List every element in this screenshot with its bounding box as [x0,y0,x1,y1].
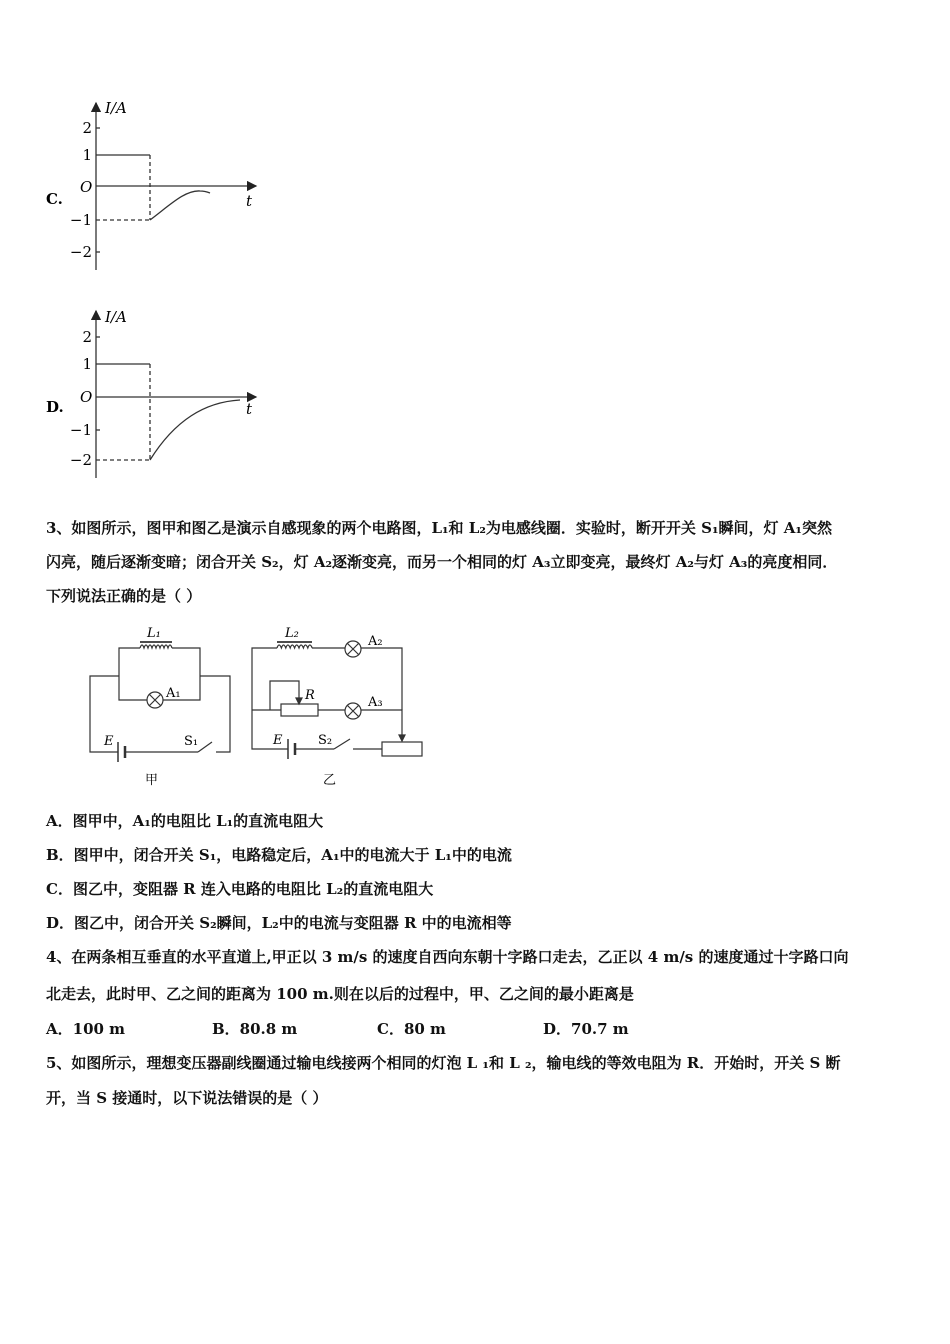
q3-option-b: B．图甲中，闭合开关 S₁，电路稳定后，A₁中的电流大于 L₁中的电流 [46,846,512,864]
graph-d-tick: −2 [69,451,92,469]
graph-d-origin: O [80,388,93,406]
graph-d-ylabel: I/A [105,308,127,326]
label-e1: E [104,734,114,749]
graph-c-tick: 1 [82,146,92,164]
q3-option-d: D．图乙中，闭合开关 S₂瞬间，L₂中的电流与变阻器 R 中的电流相等 [46,914,512,932]
label-jia: 甲 [145,773,159,788]
q4-option-a: A．100 m [46,1020,126,1038]
label-l2: L₂ [285,626,299,641]
q3-text-line: 下列说法正确的是（ ） [46,587,202,605]
q3-text-line: 闪亮，随后逐渐变暗；闭合开关 S₂，灯 A₂逐渐变亮，而另一个相同的灯 A₃立即变亮，最终灯 A₂与灯 A₃的亮度相同． [46,553,838,571]
q5-text-line: 开，当 S 接通时，以下说法错误的是（ ） [46,1089,328,1107]
label-a2: A₂ [368,634,383,649]
graph-d-tick: −1 [69,421,92,439]
label-r: R [305,688,315,703]
graph-c-ylabel: I/A [105,99,127,117]
q3-option-a: A．图甲中，A₁的电阻比 L₁的直流电阻大 [46,812,324,830]
graph-d [96,311,256,478]
label-a1: A₁ [166,686,181,701]
option-d-label: D. [46,398,64,416]
q4-option-d: D．70.7 m [543,1020,629,1038]
q4-option-b: B．80.8 m [212,1020,298,1038]
graph-d-xlabel: t [246,400,253,418]
label-e2: E [273,733,283,748]
graph-d-tick: 1 [82,355,92,373]
graph-c-tick: 2 [82,119,92,137]
label-yi: 乙 [323,773,337,788]
graph-c-xlabel: t [246,192,253,210]
q4-text-line: 4、在两条相互垂直的水平直道上,甲正以 3 m/s 的速度自西向东朝十字路口走去，乙正以 4 m/s 的速度通过十字路口向 [46,948,849,966]
label-a3: A₃ [368,695,383,710]
q4-text-line: 北走去，此时甲、乙之间的距离为 100 m.则在以后的过程中，甲、乙之间的最小距离是 [46,985,634,1003]
q4-option-c: C．80 m [377,1020,446,1038]
q3-text-line: 3、如图所示，图甲和图乙是演示自感现象的两个电路图，L₁和 L₂为电感线圈．实验时，断开开关 S₁瞬间，灯 A₁突然 [46,519,832,537]
label-s2: S₂ [318,733,333,748]
q3-option-c: C．图乙中，变阻器 R 连入电路的电阻比 L₂的直流电阻大 [46,880,434,898]
option-c-label: C. [46,190,63,208]
graph-c [96,103,256,270]
graph-c-tick: −1 [69,211,92,229]
graph-c-tick: −2 [69,243,92,261]
label-s1: S₁ [184,734,199,749]
label-l1: L₁ [147,626,161,641]
graph-c-origin: O [80,178,93,196]
graph-d-tick: 2 [82,328,92,346]
q5-text-line: 5、如图所示，理想变压器副线圈通过输电线接两个相同的灯泡 L ₁和 L ₂，输电线的等效电阻为 R．开始时，开关 S 断 [46,1054,841,1072]
